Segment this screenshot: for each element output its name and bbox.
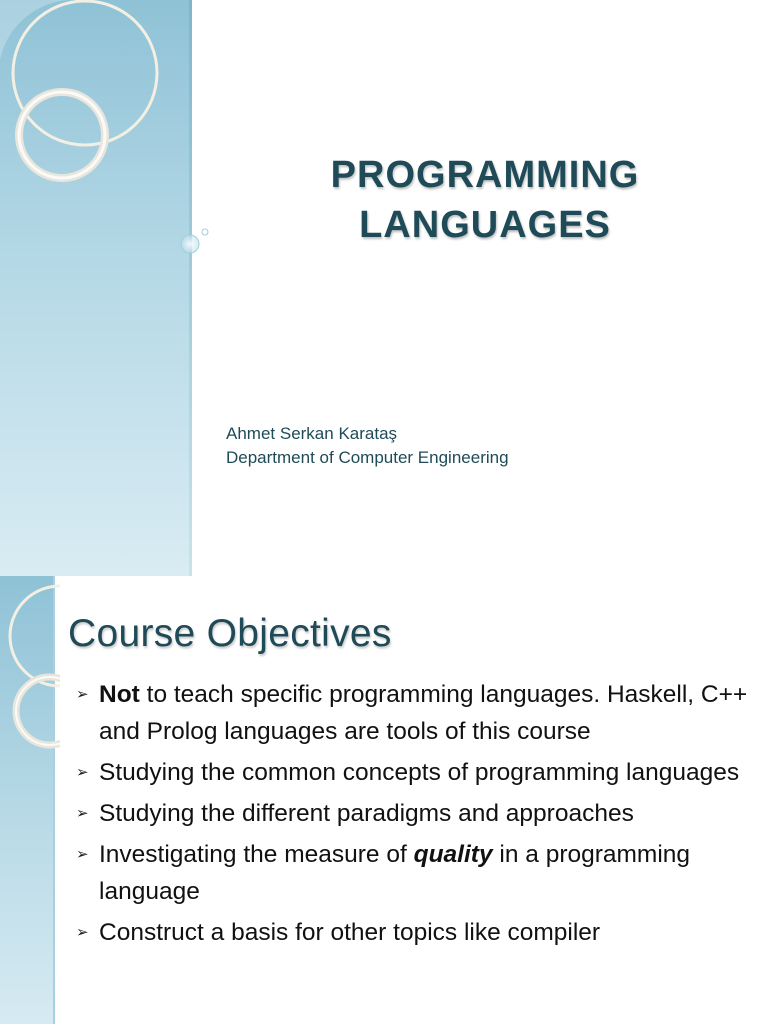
arrow-bullet-icon: ➢ — [76, 924, 89, 941]
decorative-rings-graphic — [0, 0, 230, 576]
large-ring — [10, 586, 60, 686]
arrow-bullet-icon: ➢ — [76, 764, 89, 781]
large-ring — [13, 1, 157, 145]
objectives-list — [76, 676, 748, 955]
corner-highlight — [0, 0, 70, 60]
small-ring — [16, 677, 60, 745]
author-block — [226, 422, 509, 470]
arrow-bullet-icon: ➢ — [76, 686, 89, 703]
bullet-strong-text: Not — [99, 681, 140, 708]
bullet-emphasis-text: quality — [413, 841, 493, 868]
arrow-bullet-icon: ➢ — [76, 805, 89, 822]
tiny-bead-dot — [202, 229, 208, 235]
bead-dot — [181, 235, 199, 253]
list-item — [76, 754, 748, 791]
author-name: Ahmet Serkan Karataş — [226, 424, 398, 443]
slide-title — [250, 150, 720, 250]
list-item — [76, 836, 748, 910]
list-item — [76, 676, 748, 750]
title-line-2: LANGUAGES — [359, 204, 611, 246]
bullet-text: in a programming language — [99, 841, 691, 905]
bullet-text: Studying the common concepts of programming languages — [99, 759, 740, 786]
slide-heading: Course Objectives — [68, 612, 392, 655]
bullet-text: Investigating the measure of — [99, 841, 414, 868]
bullet-text: to teach specific programming languages. Haskell, C++ and Prolog languages are tools of this course — [99, 681, 748, 745]
title-line-1: PROGRAMMING — [330, 154, 640, 196]
arrow-bullet-icon: ➢ — [76, 846, 89, 863]
author-department: Department of Computer Engineering — [226, 448, 509, 467]
decorative-rings-graphic — [0, 576, 60, 1024]
objectives-slide — [0, 576, 768, 1024]
bullet-text: Studying the different paradigms and approaches — [99, 800, 634, 827]
list-item — [76, 914, 748, 951]
list-item — [76, 795, 748, 832]
bullet-text: Construct a basis for other topics like compiler — [99, 919, 601, 946]
